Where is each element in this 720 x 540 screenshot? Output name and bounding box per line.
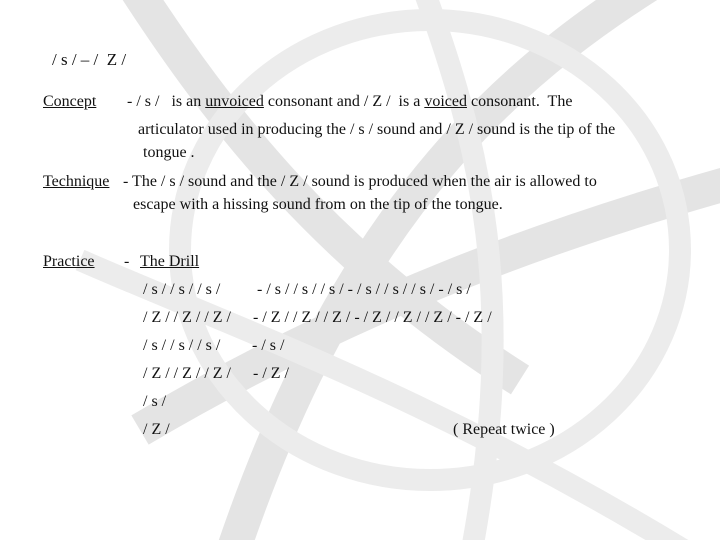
practice-dash: - bbox=[124, 253, 130, 270]
drill-title: The Drill bbox=[140, 253, 200, 270]
technique-line-2: escape with a hissing sound from on the tip of the tongue. bbox=[133, 196, 503, 213]
practice-label: Practice bbox=[43, 253, 95, 270]
drill-row-2-right: - / Z / / Z / / Z / - / Z / / Z / / Z / - / Z / bbox=[253, 309, 492, 326]
concept-text-a: is an bbox=[171, 93, 202, 110]
technique-label: Technique bbox=[43, 173, 110, 190]
drill-row-3-right: - / s / bbox=[252, 337, 285, 354]
drill-row-4-right: - / Z / bbox=[253, 365, 289, 382]
drill-row-5-left: / s / bbox=[143, 393, 167, 410]
drill-row-3-left: / s / / s / / s / bbox=[143, 337, 221, 354]
concept-label: Concept bbox=[43, 93, 97, 110]
repeat-note: ( Repeat twice ) bbox=[453, 421, 555, 438]
drill-row-2-left: / Z / / Z / / Z / bbox=[143, 309, 231, 326]
drill-row-1-left: / s / / s / / s / bbox=[143, 281, 221, 298]
concept-text-c: consonant. The bbox=[470, 93, 573, 110]
voiced-term: voiced bbox=[424, 93, 467, 110]
concept-line-3: tongue . bbox=[143, 144, 195, 161]
unvoiced-term: unvoiced bbox=[205, 93, 264, 110]
concept-text-b: consonant and / Z / is a bbox=[267, 93, 421, 110]
drill-row-4-left: / Z / / Z / / Z / bbox=[143, 365, 231, 382]
page-title: / s / – / Z / bbox=[52, 50, 127, 69]
concept-dash: - / s / bbox=[127, 93, 160, 110]
concept-line-1 bbox=[127, 92, 572, 112]
technique-line-1: - The / s / sound and the / Z / sound is produced when the air is allowed to bbox=[123, 173, 597, 190]
concept-line-2: articulator used in producing the / s / sound and / Z / sound is the tip of the bbox=[138, 121, 616, 138]
drill-row-1-right: - / s / / s / / s / - / s / / s / / s / - / s / bbox=[257, 281, 471, 298]
drill-row-6-left: / Z / bbox=[143, 421, 170, 438]
